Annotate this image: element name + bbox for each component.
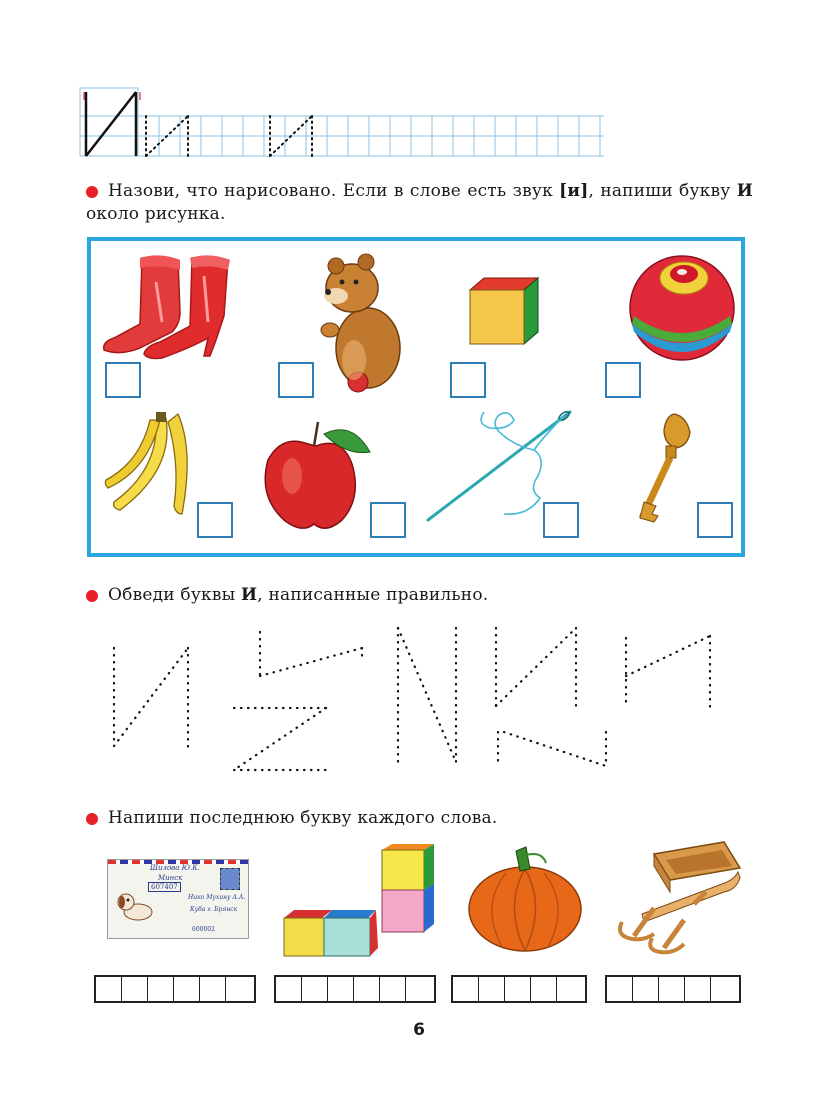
envelope-stamp-code: 607407 bbox=[148, 882, 181, 892]
key-picture bbox=[628, 410, 698, 524]
cube-picture bbox=[468, 276, 540, 346]
bananas-picture bbox=[104, 410, 202, 520]
answer-box[interactable] bbox=[450, 362, 486, 398]
task-1-part: Назови, что нарисовано. Если в слове есть звук bbox=[108, 181, 560, 201]
dog-icon bbox=[114, 890, 158, 924]
letter-cell[interactable] bbox=[276, 977, 302, 1001]
letter-cell[interactable] bbox=[200, 977, 226, 1001]
letter-cell[interactable] bbox=[505, 977, 531, 1001]
task-1-text bbox=[108, 180, 753, 202]
apple-picture bbox=[262, 416, 374, 534]
dotted-letter-wrong bbox=[398, 628, 456, 762]
task-2-part: Обведи буквы bbox=[108, 585, 241, 605]
letter-cell[interactable] bbox=[633, 977, 659, 1001]
letter-cells-cubes[interactable] bbox=[274, 975, 436, 1003]
letter-label: И bbox=[240, 585, 258, 605]
task-2-part: , написанные правильно. bbox=[257, 585, 489, 605]
envelope-line: Нико Мухину А.А. bbox=[188, 894, 246, 901]
sound-label: [и] bbox=[559, 181, 589, 201]
letter-cells-envelope[interactable] bbox=[94, 975, 256, 1003]
letter-cell[interactable] bbox=[531, 977, 557, 1001]
dotted-letter-wrong bbox=[234, 632, 362, 770]
letter-cell[interactable] bbox=[479, 977, 505, 1001]
task-bullet bbox=[86, 813, 98, 825]
dotted-letter-correct bbox=[114, 648, 188, 748]
letter-cell[interactable] bbox=[302, 977, 328, 1001]
letter-cell[interactable] bbox=[685, 977, 711, 1001]
answer-box[interactable] bbox=[543, 502, 579, 538]
letter-cell[interactable] bbox=[354, 977, 380, 1001]
letter-cell[interactable] bbox=[122, 977, 148, 1001]
dotted-letter-wrong bbox=[496, 628, 606, 766]
answer-box[interactable] bbox=[605, 362, 641, 398]
sled-picture bbox=[614, 838, 744, 956]
task-bullet bbox=[86, 186, 98, 198]
letter-cell[interactable] bbox=[380, 977, 406, 1001]
answer-box[interactable] bbox=[697, 502, 733, 538]
letter-cell[interactable] bbox=[453, 977, 479, 1001]
copybook-line bbox=[78, 86, 608, 160]
cubes-picture bbox=[282, 842, 438, 960]
letter-cell[interactable] bbox=[148, 977, 174, 1001]
answer-box[interactable] bbox=[105, 362, 141, 398]
dotted-letters bbox=[100, 620, 720, 780]
task-1-part: , напиши букву bbox=[588, 181, 737, 201]
pumpkin-picture bbox=[466, 845, 584, 955]
envelope-line: Куба г. Брянск bbox=[190, 906, 238, 913]
letter-cell[interactable] bbox=[406, 977, 432, 1001]
letter-cells-sled[interactable] bbox=[605, 975, 741, 1003]
letter-label: И bbox=[736, 181, 753, 201]
dotted-letter-correct bbox=[626, 636, 710, 708]
task-3-text: Напиши последнюю букву каждого слова. bbox=[108, 808, 498, 828]
envelope-code: 600002 bbox=[192, 926, 215, 933]
envelope-line: Шилова Ю.К. bbox=[150, 864, 200, 872]
answer-box[interactable] bbox=[278, 362, 314, 398]
letter-cell[interactable] bbox=[659, 977, 685, 1001]
letter-cell[interactable] bbox=[226, 977, 252, 1001]
task-1-text-line2: около рисунка. bbox=[86, 204, 226, 224]
letter-cell[interactable] bbox=[607, 977, 633, 1001]
letter-cell[interactable] bbox=[328, 977, 354, 1001]
letter-cell[interactable] bbox=[557, 977, 583, 1001]
envelope-picture bbox=[107, 859, 249, 939]
postage-stamp bbox=[220, 868, 240, 890]
task-2-text bbox=[108, 584, 488, 606]
task-bullet bbox=[86, 590, 98, 602]
letter-cell[interactable] bbox=[174, 977, 200, 1001]
boots-picture bbox=[100, 252, 235, 364]
bear-picture bbox=[318, 250, 408, 395]
answer-box[interactable] bbox=[197, 502, 233, 538]
letter-cells-pumpkin[interactable] bbox=[451, 975, 587, 1003]
page-number: 6 bbox=[413, 1020, 425, 1040]
spinning-top-picture bbox=[626, 254, 738, 364]
letter-cell[interactable] bbox=[96, 977, 122, 1001]
envelope-line: Минск bbox=[158, 874, 183, 882]
answer-box[interactable] bbox=[370, 502, 406, 538]
letter-cell[interactable] bbox=[711, 977, 737, 1001]
